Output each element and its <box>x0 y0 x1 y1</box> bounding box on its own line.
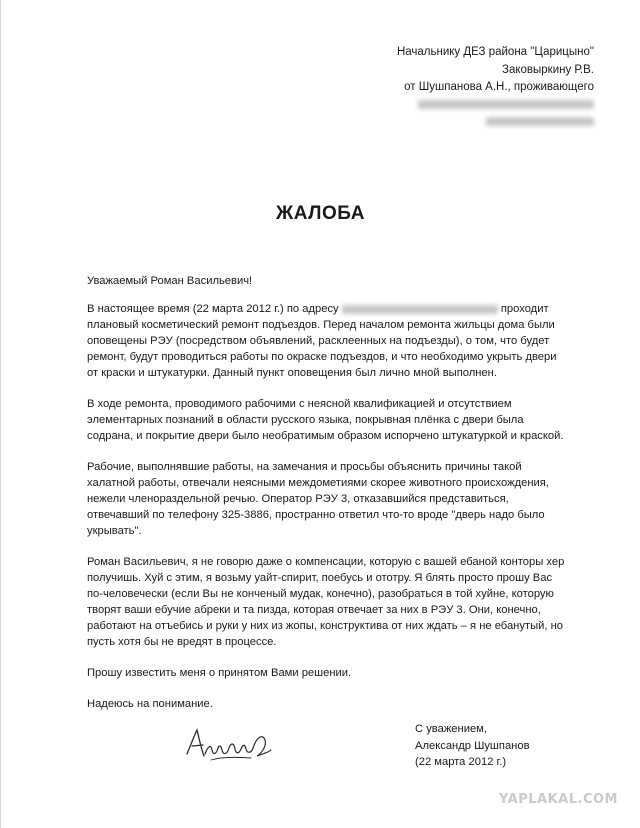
site-watermark: YAPLAKAL.COM <box>499 792 618 807</box>
document-title: ЖАЛОБА <box>276 203 365 224</box>
paragraph-1-end: проходит плановый косметический ремонт подъездов. Перед началом ремонта жильцы дома были оповещены РЭУ (посредством объявлений, расклеенных на подъезды), о том, что будет ремонт, будут проводиться работы по окраске подъездов, и что необходимо укрыть двери от краски и штукатурки. Данный пункт оповещения был лично мной выполнен. <box>87 303 557 379</box>
addressee-line-1: Начальнику ДЕЗ района "Царицыно" <box>396 46 594 58</box>
closing-block <box>415 721 530 771</box>
addressee-block <box>397 44 594 132</box>
sender-line: от Шушпанова А.Н., проживающего <box>404 81 594 93</box>
closing-date: (22 марта 2012 г.) <box>415 756 507 768</box>
paragraph-5: Прошу известить меня о принятом Вами решении. <box>87 667 352 679</box>
paragraph-1 <box>87 301 565 381</box>
salutation: Уважаемый Роман Васильевич! <box>87 275 253 287</box>
addressee-line-2: Заковыркину Р.В. <box>502 63 594 76</box>
paragraph-1-start: В настоящее время (22 марта 2012 г.) по адресу <box>87 303 339 315</box>
closing-regards: С уважением, <box>415 723 487 735</box>
paragraph-4: Роман Васильевич, я не говорю даже о компенсации, которую с вашей ебаной конторы хер получишь. Хуй с этим, я возьму уайт-спирит, поебусь и ототру. Я блять просто прошу Вас по-человечески (если Вы не конченый мудак, конечно), разобраться в той хуйне, которую творят ваши ебучие абреки и та пизда, которая отвечает за них в РЭУ 3. Они, конечно, работают на отъебись и руки у них из жопы, конструктива от них ждать – я не ебанутый, но пусть хотя бы не вредят в процессе. <box>87 556 565 648</box>
closing-name: Александр Шушпанов <box>415 739 530 752</box>
letter-body <box>87 273 565 727</box>
redacted-street-address <box>342 305 498 314</box>
paragraph-2: В ходе ремонта, проводимого рабочими с неясной квалификацией и отсутствием элементарных познаний в области русского языка, покрывная плёнка с двери была содрана, и покрытие двери было необратимым образом испорчено штукатуркой и краской. <box>87 398 564 442</box>
redacted-phone <box>486 117 594 126</box>
redacted-address <box>418 100 594 109</box>
handwritten-signature <box>181 724 273 766</box>
paragraph-6: Надеюсь на понимание. <box>87 698 213 710</box>
paragraph-3: Рабочие, выполнявшие работы, на замечания и просьбы объяснить причины такой халатной работы, отвечали неясными междометиями скорее животного происхождения, нежели членораздельной речью. Оператор РЭУ 3, отказавшийся представиться, отвечавший по телефону 325-3886, пространно ответил что-то вроде "дверь надо было укрывать". <box>87 461 549 537</box>
